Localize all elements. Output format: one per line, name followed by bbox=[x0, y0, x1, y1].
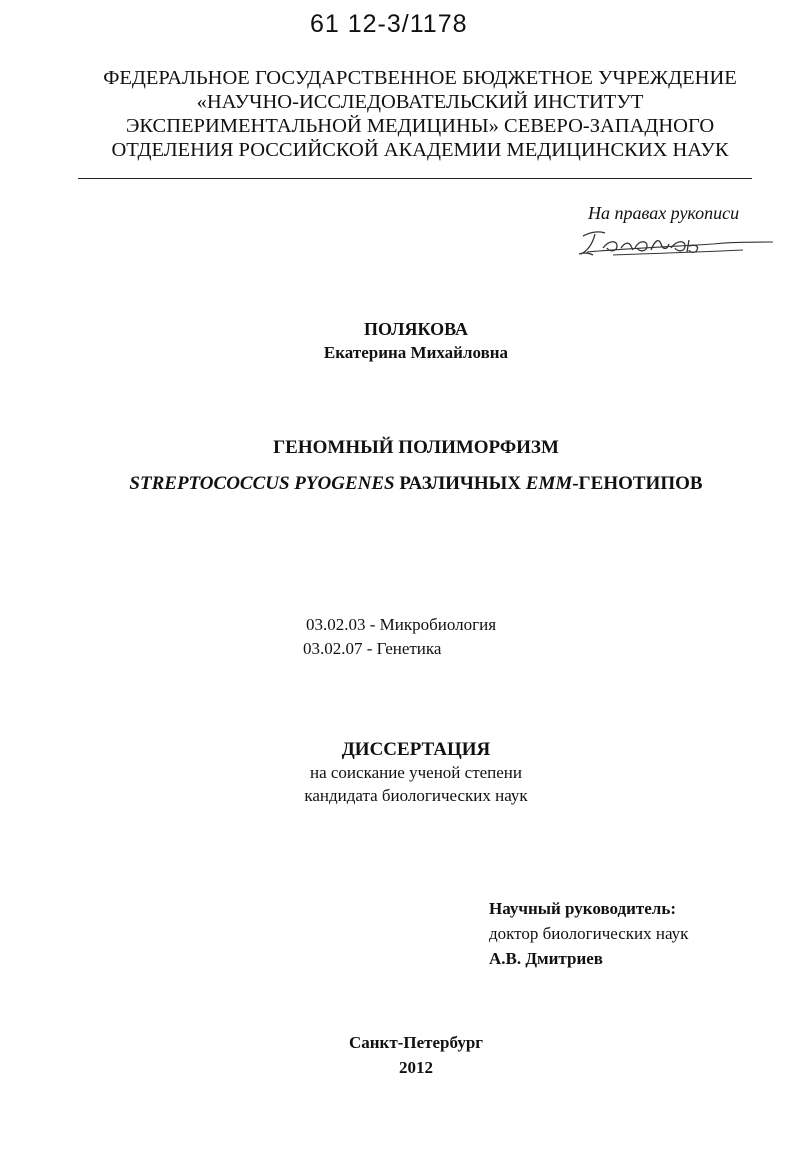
institution-line: «НАУЧНО-ИССЛЕДОВАТЕЛЬСКИЙ ИНСТИТУТ bbox=[196, 91, 644, 113]
title-line-2 bbox=[0, 466, 793, 502]
title-mid: РАЗЛИЧНЫХ bbox=[394, 473, 526, 494]
dissertation-purpose-line-1: на соискание ученой степени bbox=[309, 763, 523, 782]
institution-line: ЭКСПЕРИМЕНТАЛЬНОЙ МЕДИЦИНЫ» СЕВЕРО-ЗАПАДНОГО bbox=[125, 115, 715, 137]
specialty-item: 03.02.03 - Микробиология bbox=[306, 615, 497, 634]
handwritten-signature bbox=[573, 222, 783, 260]
header-divider bbox=[78, 178, 752, 179]
institution-line: ФЕДЕРАЛЬНОЕ ГОСУДАРСТВЕННОЕ БЮДЖЕТНОЕ УЧРЕЖДЕНИЕ bbox=[103, 67, 737, 89]
title-line-1: ГЕНОМНЫЙ ПОЛИМОРФИЗМ bbox=[273, 437, 559, 458]
footer-year: 2012 bbox=[399, 1058, 433, 1077]
specialty-item: 03.02.07 - Генетика bbox=[303, 639, 442, 658]
footer-block bbox=[0, 1030, 793, 1080]
dissertation-title bbox=[0, 430, 793, 502]
title-tail: -ГЕНОТИПОВ bbox=[572, 473, 703, 494]
title-emm: EMM bbox=[525, 473, 573, 494]
institution-header bbox=[60, 66, 780, 162]
dissertation-type: ДИССЕРТАЦИЯ bbox=[341, 739, 491, 760]
advisor-block bbox=[489, 896, 688, 971]
author-given-names: Екатерина Михайловна bbox=[323, 343, 509, 362]
specialties-list bbox=[303, 613, 496, 661]
advisor-label: Научный руководитель: bbox=[489, 899, 676, 918]
dissertation-purpose-line-2: кандидата биологических наук bbox=[304, 786, 528, 805]
author-surname: ПОЛЯКОВА bbox=[364, 319, 468, 339]
archive-stamp-number: 61 12-3/1178 bbox=[310, 10, 468, 38]
footer-city: Санкт-Петербург bbox=[348, 1033, 484, 1052]
dissertation-block bbox=[0, 738, 793, 807]
manuscript-rights-note: На правах рукописи bbox=[588, 203, 740, 223]
institution-line: ОТДЕЛЕНИЯ РОССИЙСКОЙ АКАДЕМИИ МЕДИЦИНСКИХ НАУК bbox=[111, 139, 729, 161]
advisor-degree: доктор биологических наук bbox=[489, 924, 689, 943]
title-species: STREPTOCOCCUS PYOGENES bbox=[129, 473, 395, 494]
advisor-name: А.В. Дмитриев bbox=[489, 949, 603, 968]
author-block bbox=[0, 318, 793, 364]
